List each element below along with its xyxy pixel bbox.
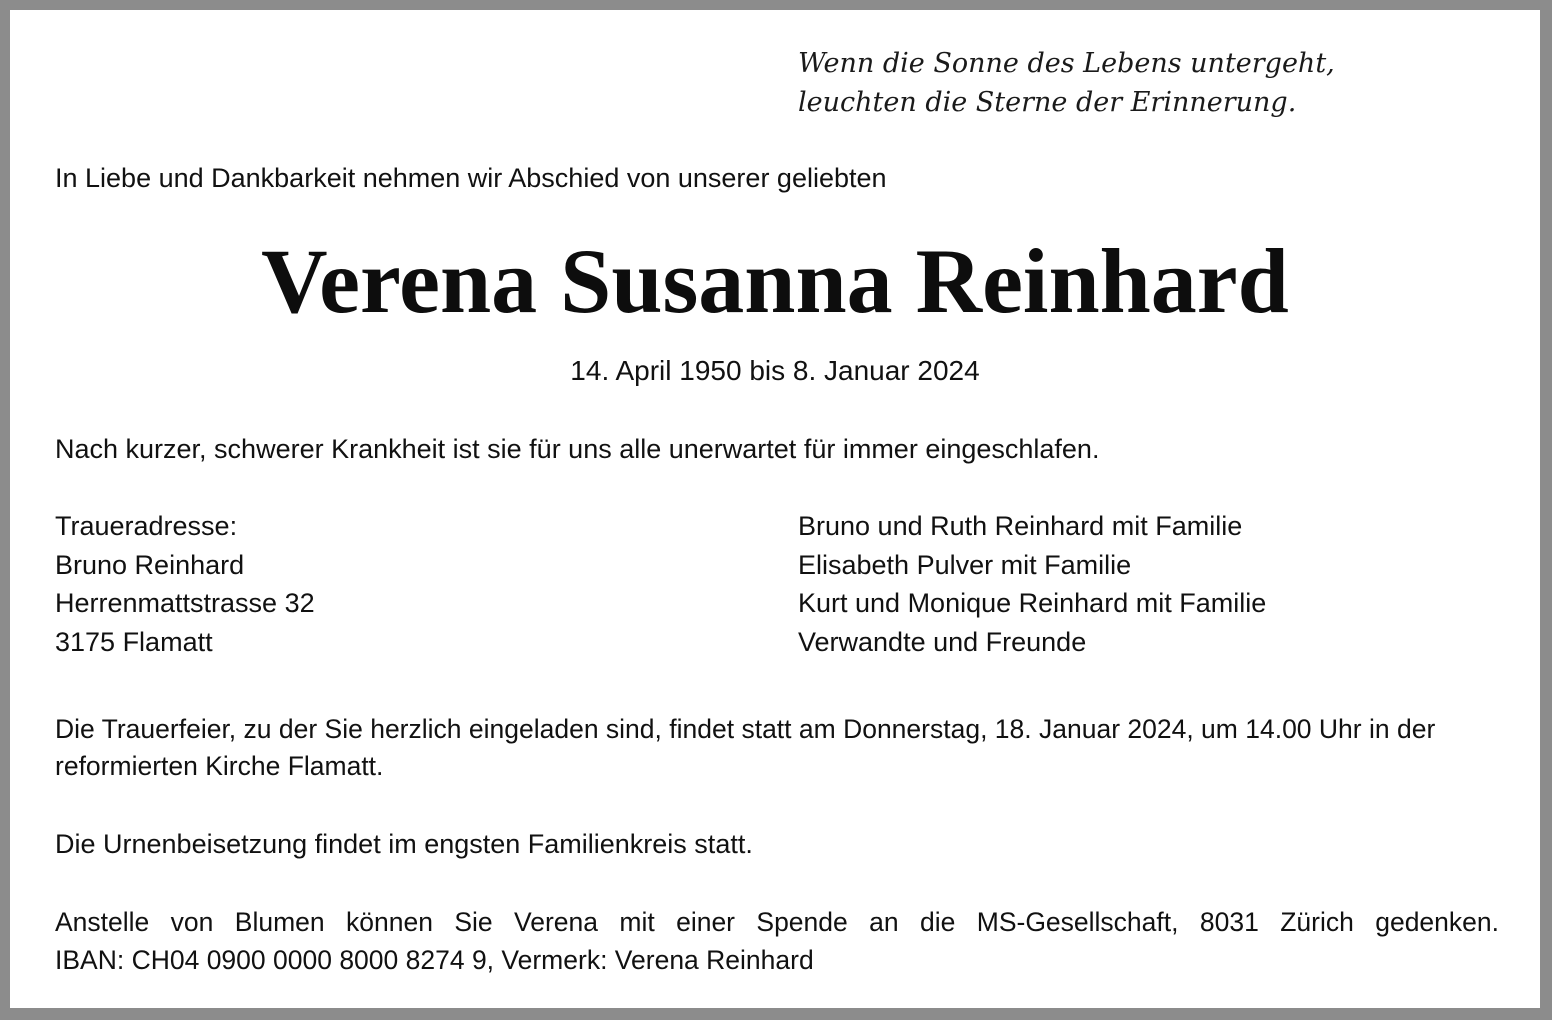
address-name: Bruno Reinhard [55, 549, 245, 580]
deceased-name: Verena Susanna Reinhard [261, 230, 1289, 332]
motto-line-1: Wenn die Sonne des Lebens untergeht, [798, 48, 1335, 79]
donation-text [55, 903, 1499, 979]
motto-quote [798, 44, 1358, 122]
donation-line-1: Anstelle von Blumen können Sie Verena mit einer Spende an die MS-Gesellschaft, 8031 Zürich gedenken. [55, 907, 1499, 937]
illness-text: Nach kurzer, schwerer Krankheit ist sie für uns alle unerwartet für immer eingeschlafen. [55, 434, 1100, 464]
ceremony-text: Die Trauerfeier, zu der Sie herzlich eingeladen sind, findet statt am Donnerstag, 18. Januar 2024, um 14.00 Uhr in der reformierten Kirche Flamatt. [55, 714, 1436, 781]
address-city: 3175 Flamatt [55, 626, 213, 657]
address-street: Herrenmattstrasse 32 [55, 588, 315, 618]
mourner-entry: Verwandte und Freunde [798, 626, 1087, 657]
mourning-address [55, 507, 315, 661]
obituary-notice [10, 10, 1540, 1008]
life-dates: 14. April 1950 bis 8. Januar 2024 [570, 355, 980, 386]
mourner-entry: Kurt und Monique Reinhard mit Familie [798, 588, 1267, 618]
mourner-entry: Elisabeth Pulver mit Familie [798, 549, 1132, 580]
mourners-list [798, 507, 1266, 661]
address-label: Traueradresse: [55, 511, 238, 541]
mourner-entry: Bruno und Ruth Reinhard mit Familie [798, 511, 1243, 541]
motto-line-2: leuchten die Sterne der Erinnerung. [798, 87, 1297, 118]
donation-iban-line: IBAN: CH04 0900 0000 8000 8274 9, Vermerk: Verena Reinhard [55, 945, 814, 975]
urn-burial-text: Die Urnenbeisetzung findet im engsten Familienkreis statt. [55, 829, 753, 859]
intro-text: In Liebe und Dankbarkeit nehmen wir Abschied von unserer geliebten [55, 163, 887, 193]
